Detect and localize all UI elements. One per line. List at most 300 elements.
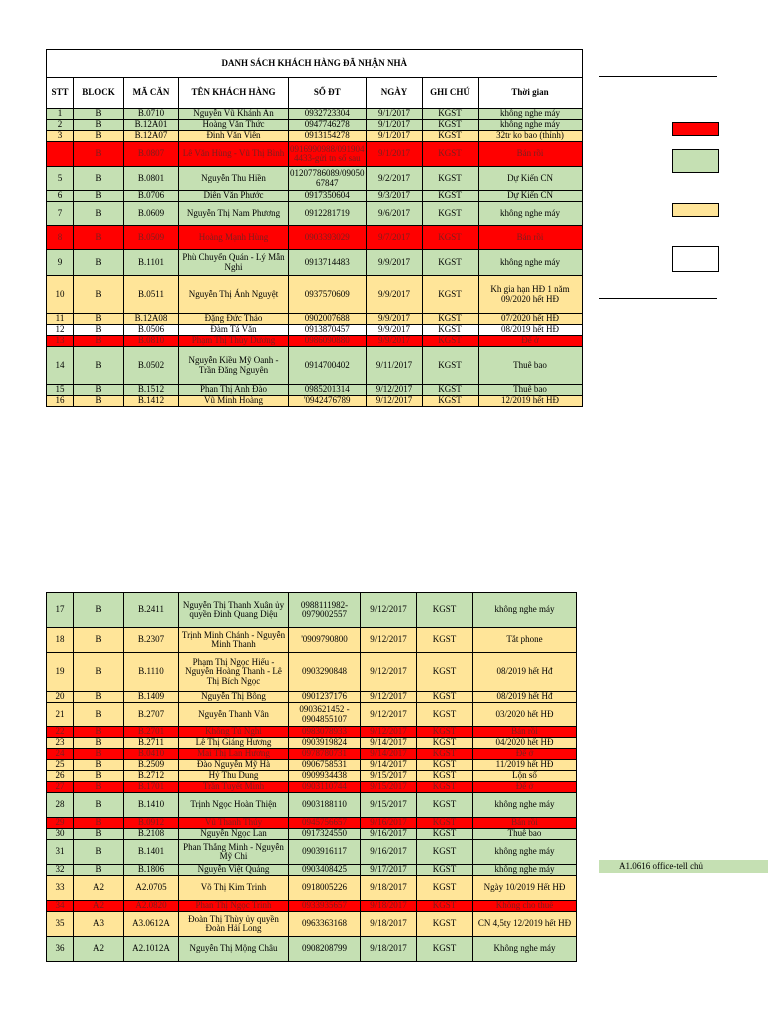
cell-note: KGST (422, 109, 478, 120)
cell-time: Lộn số (473, 771, 577, 782)
cell-date: 9/9/2017 (366, 314, 422, 325)
header-date: NGÀY (366, 78, 422, 109)
cell-customer-name: Vũ Minh Hoàng (179, 396, 289, 407)
cell-phone: 0903110744 (289, 782, 361, 793)
cell-note: KGST (417, 771, 473, 782)
cell-date: 9/7/2017 (366, 226, 422, 250)
cell-time: 11/2019 hết HĐ (473, 760, 577, 771)
cell-note: KGST (422, 202, 478, 226)
cell-unit-code: B.1701 (124, 782, 179, 793)
cell-unit-code: A3.0612A (124, 912, 179, 937)
cell-block: B (74, 840, 124, 865)
cell-phone: '0942476789 (289, 396, 367, 407)
cell-time: Bán rồi (473, 727, 577, 738)
cell-date: 9/12/2017 (361, 593, 417, 628)
cell-date: 9/16/2017 (361, 840, 417, 865)
cell-unit-code: B.0801 (124, 167, 179, 191)
cell-phone: 0909934438 (289, 771, 361, 782)
cell-customer-name: Phạm Thị Ngọc Hiếu - Nguyễn Hoàng Thanh - Lê Thị Bích Ngọc (179, 653, 289, 692)
table-row (47, 818, 577, 829)
cell-note: KGST (422, 191, 478, 202)
table-2-body (47, 593, 577, 962)
cell-date: 9/9/2017 (366, 250, 422, 276)
cell-time: 08/2019 hết Hđ (473, 692, 577, 703)
header-stt: STT (47, 78, 74, 109)
header-row (47, 78, 583, 109)
cell-stt: 15 (47, 385, 74, 396)
cell-note: KGST (422, 226, 478, 250)
cell-note: KGST (417, 793, 473, 818)
cell-date: 9/14/2017 (361, 738, 417, 749)
cell-date: 9/17/2017 (361, 865, 417, 876)
cell-date: 9/15/2017 (361, 793, 417, 818)
legend-swatch-red (672, 122, 719, 136)
cell-date: 9/1/2017 (366, 131, 422, 142)
cell-note: KGST (417, 692, 473, 703)
cell-date: 9/18/2017 (361, 912, 417, 937)
cell-time: Tắt phone (473, 628, 577, 653)
cell-customer-name: Phan Thắng Minh - Nguyễn Mỹ Chi (179, 840, 289, 865)
cell-customer-name: Diên Văn Phước (179, 191, 289, 202)
cell-stt: 24 (47, 749, 74, 760)
cell-time: Ngày 10/2019 Hết HĐ (473, 876, 577, 901)
cell-time: CN 4,5ty 12/2019 hết HĐ (473, 912, 577, 937)
customer-table-1 (46, 49, 583, 407)
table-row (47, 876, 577, 901)
cell-block: B (74, 703, 124, 727)
cell-customer-name: Phù Chuyển Quán - Lý Mẫn Nghi (179, 250, 289, 276)
cell-unit-code: B.12A08 (124, 314, 179, 325)
cell-unit-code: B.2707 (124, 703, 179, 727)
table-row (47, 901, 577, 912)
cell-unit-code: B.1412 (124, 396, 179, 407)
cell-date: 9/16/2017 (361, 818, 417, 829)
cell-phone: 0903188110 (289, 793, 361, 818)
cell-time: không nghe máy (478, 202, 582, 226)
cell-note: KGST (422, 385, 478, 396)
cell-date: 9/3/2017 (366, 191, 422, 202)
cell-customer-name: Nguyễn Thị Bông (179, 692, 289, 703)
cell-date: 9/6/2017 (366, 202, 422, 226)
cell-date: 9/18/2017 (361, 876, 417, 901)
cell-time: không nghe máy (473, 793, 577, 818)
cell-block: B (74, 167, 124, 191)
cell-note: KGST (422, 120, 478, 131)
table-row (47, 191, 583, 202)
cell-customer-name: Trịnh Ngọc Hoàn Thiện (179, 793, 289, 818)
cell-stt: 13 (47, 336, 74, 347)
cell-time: Thuê bao (478, 347, 582, 385)
cell-phone: 0903916117 (289, 840, 361, 865)
cell-block: B (74, 202, 124, 226)
cell-customer-name: Phan Thị Ngọc Trinh (179, 901, 289, 912)
cell-customer-name: Nguyễn Ngọc Lan (179, 829, 289, 840)
cell-note: KGST (422, 167, 478, 191)
cell-note: KGST (417, 628, 473, 653)
cell-block: B (74, 760, 124, 771)
cell-time: 04/2020 hết HĐ (473, 738, 577, 749)
table-row (47, 167, 583, 191)
cell-stt: 33 (47, 876, 74, 901)
cell-unit-code: B.0710 (124, 109, 179, 120)
cell-customer-name: Nguyễn Việt Quảng (179, 865, 289, 876)
cell-note: KGST (422, 131, 478, 142)
cell-time: 12/2019 hết HĐ (478, 396, 582, 407)
legend-swatch-green (672, 149, 719, 173)
table-row (47, 727, 577, 738)
cell-note: KGST (422, 142, 478, 167)
cell-time: 07/2020 hết HĐ (478, 314, 582, 325)
cell-stt: 7 (47, 202, 74, 226)
cell-time: không nghe máy (473, 840, 577, 865)
sheet-title: DANH SÁCH KHÁCH HÀNG ĐÃ NHẬN NHÀ (47, 50, 583, 78)
cell-note: KGST (417, 727, 473, 738)
cell-time: không nghe máy (473, 593, 577, 628)
cell-unit-code: B.0912 (124, 818, 179, 829)
table-row (47, 325, 583, 336)
cell-unit-code: B.12A07 (124, 131, 179, 142)
cell-stt: 28 (47, 793, 74, 818)
cell-note: KGST (417, 876, 473, 901)
table-row (47, 840, 577, 865)
cell-block: B (74, 396, 124, 407)
cell-stt: 19 (47, 653, 74, 692)
cell-stt: 20 (47, 692, 74, 703)
cell-time: Thuê bao (473, 829, 577, 840)
cell-time: 32tr ko bao (thỉnh) (478, 131, 582, 142)
cell-phone: 0902007688 (289, 314, 367, 325)
cell-note: KGST (417, 760, 473, 771)
cell-unit-code: A2.0820 (124, 901, 179, 912)
cell-stt: 5 (47, 167, 74, 191)
cell-stt: 34 (47, 901, 74, 912)
cell-customer-name: Nguyễn Thu Hiền (179, 167, 289, 191)
header-extension-line (599, 76, 717, 77)
cell-date: 9/12/2017 (361, 653, 417, 692)
cell-unit-code: B.1101 (124, 250, 179, 276)
cell-note: KGST (417, 593, 473, 628)
cell-stt: 10 (47, 276, 74, 314)
cell-customer-name: Lê Thị Giáng Hương (179, 738, 289, 749)
table-row (47, 738, 577, 749)
table-row (47, 760, 577, 771)
cell-customer-name: Phan Thị Anh Đào (179, 385, 289, 396)
cell-time: Thuê bao (478, 385, 582, 396)
table-row (47, 937, 577, 962)
cell-customer-name: Không Tú Nghi (179, 727, 289, 738)
header-unit-code: MÃ CĂN (124, 78, 179, 109)
table-row (47, 250, 583, 276)
cell-customer-name: Nguyễn Thị Mộng Châu (179, 937, 289, 962)
side-note: A1.0616 office-tell chủ (599, 860, 768, 873)
cell-stt: 18 (47, 628, 74, 653)
cell-note: KGST (417, 818, 473, 829)
cell-block: A3 (74, 912, 124, 937)
cell-phone: 0916990988/091904 4433-gửi tn số sau (289, 142, 367, 167)
cell-stt: 25 (47, 760, 74, 771)
cell-unit-code: B.2712 (124, 771, 179, 782)
cell-date: 9/1/2017 (366, 120, 422, 131)
cell-phone: 0985201314 (289, 385, 367, 396)
cell-customer-name: Đàm Tá Văn (179, 325, 289, 336)
cell-block: B (74, 818, 124, 829)
cell-customer-name: Lê Văn Hùng - Vũ Thị Bình (179, 142, 289, 167)
cell-unit-code: B.0609 (124, 202, 179, 226)
cell-unit-code: B.2701 (124, 727, 179, 738)
cell-time: Không nghe máy (473, 937, 577, 962)
table-row (47, 593, 577, 628)
legend-swatch-yellow (672, 203, 719, 217)
cell-unit-code: B.0511 (124, 276, 179, 314)
cell-customer-name: Trần Tuyết Minh (179, 782, 289, 793)
cell-phone: 0978780731 (289, 749, 361, 760)
cell-note: KGST (422, 314, 478, 325)
cell-block: B (74, 593, 124, 628)
cell-unit-code: B.2307 (124, 628, 179, 653)
cell-phone: 0917324550 (289, 829, 361, 840)
cell-phone: 0908208799 (289, 937, 361, 962)
cell-date: 9/1/2017 (366, 109, 422, 120)
cell-unit-code: B.1401 (124, 840, 179, 865)
cell-date: 9/14/2017 (361, 749, 417, 760)
cell-phone: 0906758531 (289, 760, 361, 771)
cell-customer-name: Vũ Thanh Thúy (179, 818, 289, 829)
cell-block: A2 (74, 901, 124, 912)
cell-phone: 0913154278 (289, 131, 367, 142)
cell-unit-code: B.1512 (124, 385, 179, 396)
cell-customer-name: Nguyễn Thị Nam Phương (179, 202, 289, 226)
cell-block: B (74, 347, 124, 385)
cell-date: 9/1/2017 (366, 142, 422, 167)
cell-block: B (74, 385, 124, 396)
cell-block: A2 (74, 876, 124, 901)
cell-block: B (74, 653, 124, 692)
cell-note: KGST (422, 347, 478, 385)
cell-stt: 29 (47, 818, 74, 829)
table-row (47, 131, 583, 142)
cell-phone: 0933935657 (289, 901, 361, 912)
header-customer-name: TÊN KHÁCH HÀNG (179, 78, 289, 109)
header-time: Thời gian (478, 78, 582, 109)
cell-unit-code: B.2411 (124, 593, 179, 628)
cell-block: B (74, 191, 124, 202)
cell-unit-code: B.0502 (124, 347, 179, 385)
cell-block: A2 (74, 937, 124, 962)
cell-unit-code: B.2509 (124, 760, 179, 771)
cell-date: 9/12/2017 (361, 727, 417, 738)
cell-phone: 0937570609 (289, 276, 367, 314)
cell-unit-code: B.2711 (124, 738, 179, 749)
cell-stt: 27 (47, 782, 74, 793)
cell-date: 9/9/2017 (366, 336, 422, 347)
cell-stt: 17 (47, 593, 74, 628)
table-row (47, 782, 577, 793)
cell-phone: 0947746278 (289, 120, 367, 131)
cell-time: Không cho thuê (473, 901, 577, 912)
cell-customer-name: Nguyễn Kiều Mỹ Oanh - Trần Đăng Nguyên (179, 347, 289, 385)
cell-time: Để ở (473, 749, 577, 760)
customer-table-2 (46, 592, 577, 962)
cell-note: KGST (417, 937, 473, 962)
cell-phone: 0918005226 (289, 876, 361, 901)
legend-swatch-white (672, 246, 719, 272)
cell-time: Dự Kiến CN (478, 191, 582, 202)
cell-time: 08/2019 hết HĐ (478, 325, 582, 336)
cell-date: 9/12/2017 (361, 692, 417, 703)
table-row (47, 385, 583, 396)
table-row (47, 771, 577, 782)
cell-block: B (74, 829, 124, 840)
cell-stt: 1 (47, 109, 74, 120)
cell-phone: 0986090880 (289, 336, 367, 347)
cell-block: B (74, 109, 124, 120)
cell-time: Bán rồi (478, 142, 582, 167)
cell-stt: 9 (47, 250, 74, 276)
cell-phone: 0932723304 (289, 109, 367, 120)
cell-block: B (74, 131, 124, 142)
cell-customer-name: Nguyễn Thanh Vân (179, 703, 289, 727)
table-row (47, 396, 583, 407)
cell-time: không nghe máy (473, 865, 577, 876)
cell-stt: 16 (47, 396, 74, 407)
table-row (47, 202, 583, 226)
cell-date: 9/9/2017 (366, 325, 422, 336)
cell-stt: 6 (47, 191, 74, 202)
cell-stt: 11 (47, 314, 74, 325)
cell-phone: 0903621452 - 0904855107 (289, 703, 361, 727)
cell-note: KGST (422, 396, 478, 407)
table-row (47, 314, 583, 325)
cell-time: Dự Kiến CN (478, 167, 582, 191)
cell-stt: 2 (47, 120, 74, 131)
cell-note: KGST (417, 865, 473, 876)
cell-block: B (74, 782, 124, 793)
cell-phone: 0901237176 (289, 692, 361, 703)
header-block: BLOCK (74, 78, 124, 109)
table-row (47, 829, 577, 840)
cell-customer-name: Đặng Đức Thảo (179, 314, 289, 325)
table-1-body (47, 109, 583, 407)
cell-unit-code: B.12A01 (124, 120, 179, 131)
table-row (47, 703, 577, 727)
cell-customer-name: Đoàn Thị Thùy ủy quyền Đoàn Hải Long (179, 912, 289, 937)
cell-block: B (74, 738, 124, 749)
cell-customer-name: Nguyễn Vũ Khánh An (179, 109, 289, 120)
cell-customer-name: Nguyễn Thị Thanh Xuân ủy quyền Đinh Quang Diệu (179, 593, 289, 628)
cell-note: KGST (417, 653, 473, 692)
cell-customer-name: Hoàng Văn Thức (179, 120, 289, 131)
cell-block: B (74, 276, 124, 314)
cell-block: B (74, 226, 124, 250)
cell-block: B (74, 325, 124, 336)
cell-date: 9/9/2017 (366, 276, 422, 314)
cell-date: 9/12/2017 (361, 628, 417, 653)
cell-customer-name: Mai Thị Lan Hương (179, 749, 289, 760)
cell-phone: 0963363168 (289, 912, 361, 937)
cell-unit-code: B.0807 (124, 142, 179, 167)
title-row (47, 50, 583, 78)
cell-unit-code: B.1110 (124, 653, 179, 692)
table-row (47, 109, 583, 120)
cell-stt: 26 (47, 771, 74, 782)
cell-block: B (74, 692, 124, 703)
header-phone: SỐ ĐT (289, 78, 367, 109)
cell-time: không nghe máy (478, 250, 582, 276)
cell-phone: 0945756657 (289, 818, 361, 829)
cell-date: 9/2/2017 (366, 167, 422, 191)
cell-stt: 3 (47, 131, 74, 142)
cell-unit-code: A2.0705 (124, 876, 179, 901)
cell-note: KGST (422, 336, 478, 347)
cell-stt: 21 (47, 703, 74, 727)
cell-note: KGST (422, 250, 478, 276)
cell-note: KGST (422, 276, 478, 314)
cell-note: KGST (417, 738, 473, 749)
cell-phone: 0912281719 (289, 202, 367, 226)
cell-customer-name: Đinh Văn Viên (179, 131, 289, 142)
cell-unit-code: B.0410 (124, 749, 179, 760)
cell-unit-code: B.0706 (124, 191, 179, 202)
cell-date: 9/15/2017 (361, 771, 417, 782)
cell-phone: 0914700402 (289, 347, 367, 385)
table-row (47, 226, 583, 250)
table-row (47, 120, 583, 131)
cell-time: Bán rồi (473, 818, 577, 829)
cell-customer-name: Phạm Thị Thùy Dương (179, 336, 289, 347)
cell-phone: 0917350604 (289, 191, 367, 202)
cell-note: KGST (417, 782, 473, 793)
cell-unit-code: B.0506 (124, 325, 179, 336)
cell-customer-name: Võ Thị Kim Trinh (179, 876, 289, 901)
cell-block: B (74, 250, 124, 276)
cell-time: không nghe máy (478, 109, 582, 120)
cell-stt: 22 (47, 727, 74, 738)
cell-time: Để ở (473, 782, 577, 793)
cell-phone: 0913870457 (289, 325, 367, 336)
table-row (47, 347, 583, 385)
cell-phone: 0903290848 (289, 653, 361, 692)
table-row (47, 912, 577, 937)
table-row (47, 653, 577, 692)
cell-stt: 8 (47, 226, 74, 250)
cell-date: 9/18/2017 (361, 937, 417, 962)
cell-date: 9/15/2017 (361, 782, 417, 793)
table-row (47, 793, 577, 818)
cell-phone: 0903393029 (289, 226, 367, 250)
cell-time: không nghe máy (478, 120, 582, 131)
cell-date: 9/14/2017 (361, 760, 417, 771)
cell-block: B (74, 120, 124, 131)
cell-customer-name: Nguyễn Thị Ánh Nguyệt (179, 276, 289, 314)
cell-note: KGST (417, 901, 473, 912)
cell-date: 9/11/2017 (366, 347, 422, 385)
cell-time: Kh gia hạn HĐ 1 năm 09/2020 hết HĐ (478, 276, 582, 314)
cell-block: B (74, 865, 124, 876)
cell-time: 03/2020 hết HĐ (473, 703, 577, 727)
cell-unit-code: B.2108 (124, 829, 179, 840)
cell-unit-code: B.0810 (124, 336, 179, 347)
cell-unit-code: B.1409 (124, 692, 179, 703)
cell-note: KGST (422, 325, 478, 336)
cell-block: B (74, 749, 124, 760)
cell-stt: 23 (47, 738, 74, 749)
cell-block: B (74, 336, 124, 347)
cell-stt: 35 (47, 912, 74, 937)
cell-phone: 0988111982-0979002557 (289, 593, 361, 628)
cell-date: 9/12/2017 (361, 703, 417, 727)
cell-stt: 32 (47, 865, 74, 876)
legend-bottom-line (599, 298, 717, 299)
